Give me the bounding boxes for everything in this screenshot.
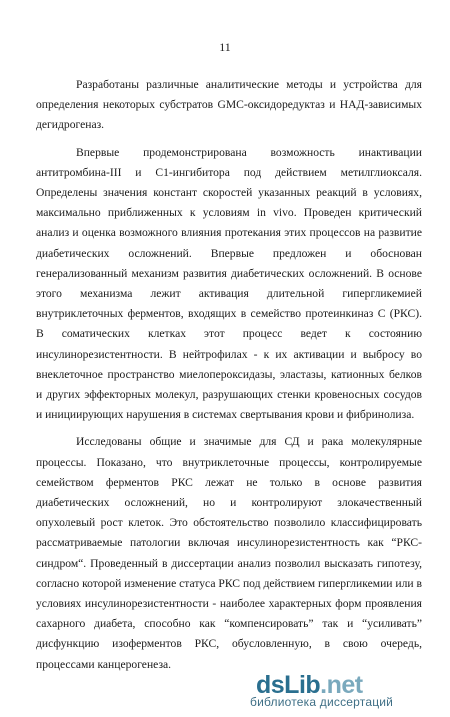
page-number: 11 (219, 40, 231, 54)
watermark-brand-main: dsLib (256, 671, 321, 699)
watermark-brand-tld: .net (320, 671, 363, 699)
document-body (36, 72, 422, 675)
paragraph-methods: Разработаны различные аналитические методы и устройства для определения некоторых субстратов GMC-оксидоредуктаз и НАД-зависимых дегидрогеназ. (36, 78, 422, 132)
paragraph-pkc-syndrome: Исследованы общие и значимые для СД и рака молекулярные процессы. Показано, что внутриклеточные процессы, контролируемые семейством ферментов РКС лежат не только в основе развития диабетических осложнений, но и контролируют злокачественный опухолевый рост клеток. Это обстоятельство позволило классифицировать рассматриваемые патологии включая инсулинорезистентность как “РКС-синдром“. Проведенный в диссертации анализ позволил высказать гипотезу, согласно которой изменение статуса РКС под действием гипергликемии или в условиях инсулинорезистентности - наиболее характерных форм проявления сахарного диабета, способно как “компенсировать” так и “усиливать” дисфункцию изоферментов РКС, обусловленную, в свою очередь, процессами канцерогенеза. (36, 435, 422, 671)
watermark-logo (246, 671, 436, 709)
watermark-caption: библиотека диссертаций (250, 695, 394, 709)
paragraph-inactivation: Впервые продемонстрирована возможность инактивации антитромбина-III и С1-ингибитора под действием метилглиоксаля. Определены значения констант скоростей указанных реакций в условиях, максимально приближенных к условиям in vivo. Проведен критический анализ и оценка возможного влияния протекания этих процессов на развитие диабетических осложнений. Впервые предложен и обоснован генерализованный механизм развития диабетических осложнений. В основе этого механизма лежит активация длительной гипергликемией внутриклеточных ферментов, входящих в семейство протеинкиназ С (РКС). В соматических клетках этот процесс ведет к состоянию инсулинорезистентности. В нейтрофилах - к их активации и выбросу во внеклеточное пространство миелопероксидазы, эластазы, катионных белков и других эффекторных молекул, разрушающих стенки кровеносных сосудов и инициирующих нарушения в системах свертывания крови и фибринолиза. (36, 145, 422, 422)
